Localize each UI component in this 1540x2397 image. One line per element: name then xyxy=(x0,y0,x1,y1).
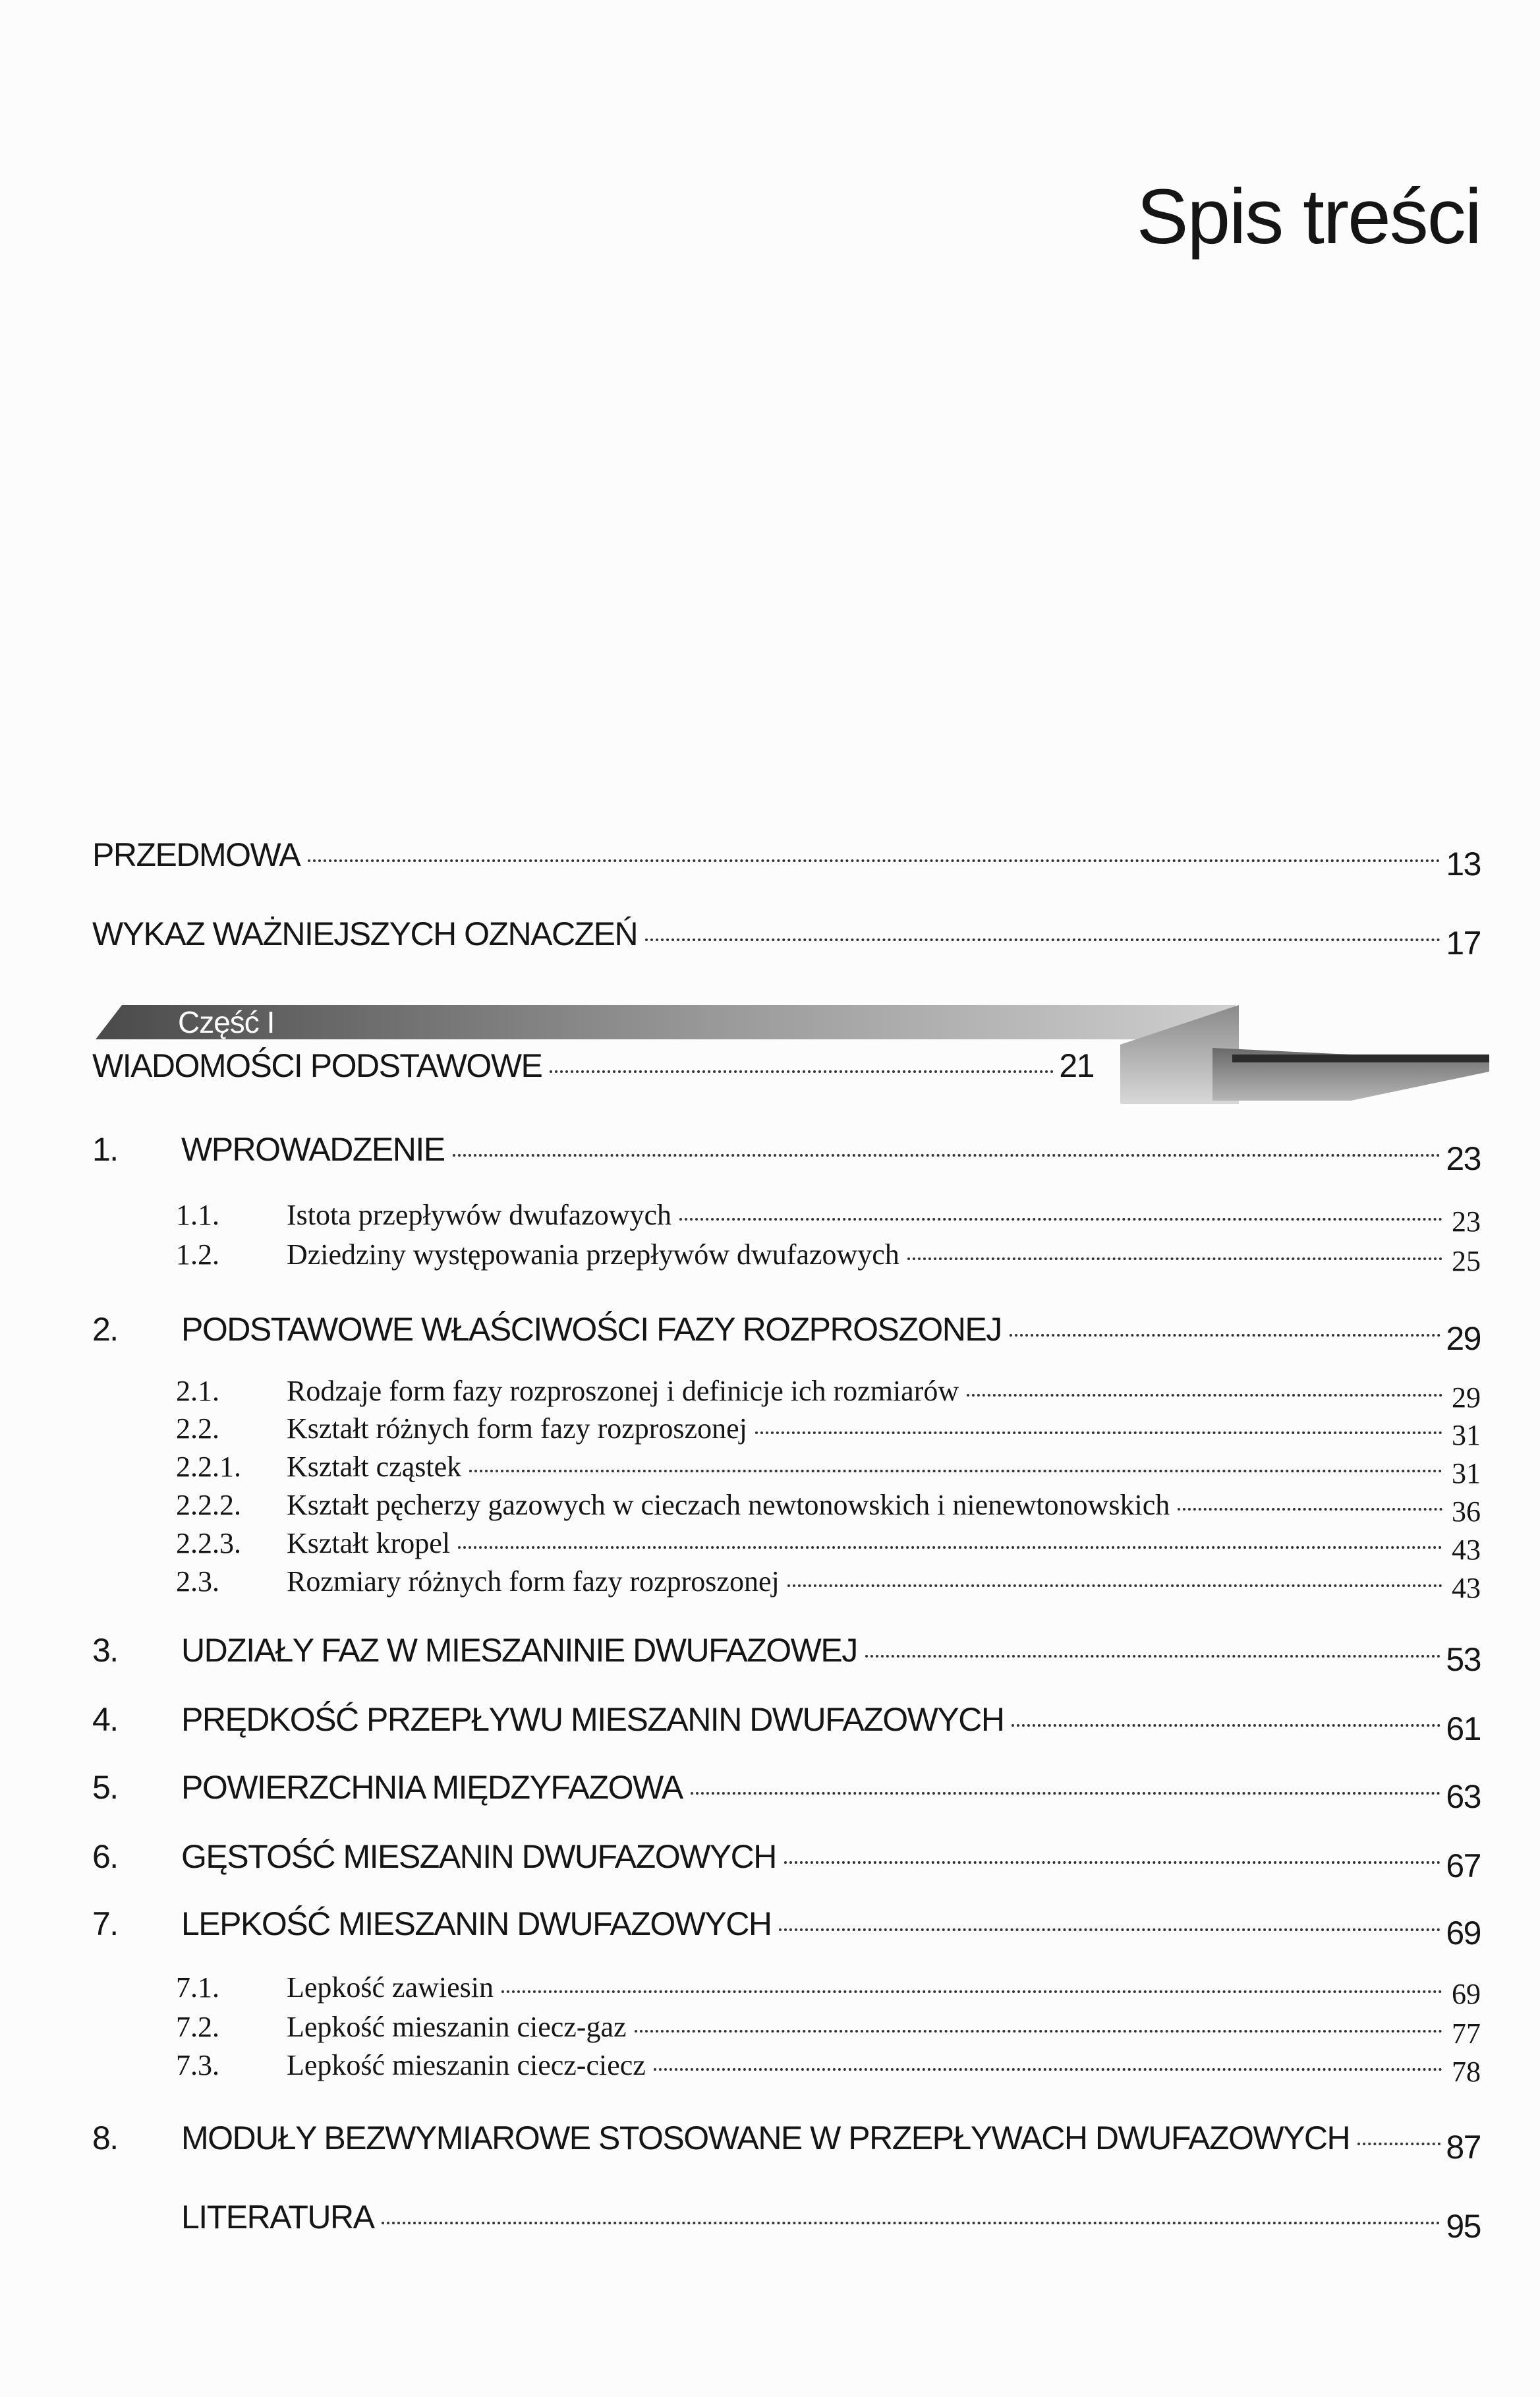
leader-dots xyxy=(382,2222,1440,2224)
leader-dots xyxy=(501,1990,1442,1993)
leader-dots xyxy=(654,2068,1442,2071)
toc-entry-page: 21 xyxy=(1059,1047,1094,1084)
toc-entry-page: 95 xyxy=(1446,2208,1481,2245)
toc-entry-page: 67 xyxy=(1446,1847,1481,1884)
toc-entry-page: 25 xyxy=(1452,1245,1481,1277)
toc-entry-number: 2.3. xyxy=(176,1565,219,1598)
toc-entry-title: Lepkość mieszanin ciecz-ciecz xyxy=(287,2049,646,2081)
leader-dots xyxy=(1010,1334,1441,1337)
toc-entry-title: Dziedziny występowania przepływów dwufazowych xyxy=(287,1238,899,1271)
toc-entry-page: 36 xyxy=(1452,1495,1481,1528)
page-title: Spis treści xyxy=(1136,173,1481,260)
toc-entry-preface[interactable] xyxy=(92,836,1481,882)
toc-entry-title: Rozmiary różnych form fazy rozproszonej xyxy=(287,1565,780,1598)
leader-dots xyxy=(550,1070,1054,1073)
toc-entry-title: Kształt pęcherzy gazowych w cieczach newtonowskich i nienewtonowskich xyxy=(287,1489,1170,1521)
toc-entry-page: 69 xyxy=(1452,1978,1481,2010)
leader-dots xyxy=(1357,2143,1440,2145)
toc-entry-page: 43 xyxy=(1452,1572,1481,1604)
toc-entry-number: 2.2.2. xyxy=(176,1489,241,1521)
leader-dots xyxy=(635,2030,1443,2033)
leader-dots xyxy=(779,1928,1440,1931)
toc-entry-chapter[interactable] xyxy=(92,1837,1481,1884)
toc-entry-number: 2.2. xyxy=(176,1412,219,1445)
leader-dots xyxy=(784,1861,1441,1864)
leader-dots xyxy=(453,1154,1441,1157)
leader-dots xyxy=(691,1792,1441,1795)
toc-entry-literature[interactable] xyxy=(181,2198,1481,2245)
toc-entry-number: 3. xyxy=(92,1632,118,1669)
toc-entry-page: 31 xyxy=(1452,1419,1481,1451)
toc-entry-page: 87 xyxy=(1446,2129,1481,2166)
toc-entry-title: WYKAZ WAŻNIEJSZYCH OZNACZEŃ xyxy=(92,915,638,952)
leader-dots xyxy=(755,1431,1442,1434)
toc-entry-chapter[interactable] xyxy=(92,1310,1481,1357)
leader-dots xyxy=(679,1218,1442,1221)
toc-entry-number: 7.1. xyxy=(176,1971,219,2004)
toc-entry-title: PODSTAWOWE WŁAŚCIWOŚCI FAZY ROZPROSZONEJ xyxy=(181,1311,1002,1348)
toc-entry-title: GĘSTOŚĆ MIESZANIN DWUFAZOWYCH xyxy=(181,1838,776,1875)
toc-entry-section[interactable] xyxy=(176,2010,1481,2050)
toc-entry-page: 61 xyxy=(1446,1710,1481,1747)
toc-entry-page: 23 xyxy=(1446,1140,1481,1177)
toc-entry-number: 1.2. xyxy=(176,1238,219,1271)
toc-entry-chapter[interactable] xyxy=(92,1700,1481,1747)
toc-entry-chapter[interactable] xyxy=(92,1768,1481,1815)
toc-entry-page: 29 xyxy=(1452,1381,1481,1414)
leader-dots xyxy=(645,939,1440,941)
toc-entry-title: Kształt kropel xyxy=(287,1527,451,1559)
leader-dots xyxy=(787,1584,1442,1587)
toc-entry-section[interactable] xyxy=(176,1450,1481,1489)
toc-entry-number: 7.3. xyxy=(176,2049,219,2081)
leader-dots xyxy=(907,1257,1442,1260)
toc-entry-title: LITERATURA xyxy=(181,2199,374,2236)
toc-entry-section[interactable] xyxy=(176,1198,1481,1238)
toc-entry-title: WIADOMOŚCI PODSTAWOWE xyxy=(92,1047,542,1084)
toc-entry-title: Kształt różnych form fazy rozproszonej xyxy=(287,1412,747,1445)
toc-entry-number: 6. xyxy=(92,1838,118,1875)
toc-entry-page: 63 xyxy=(1446,1778,1481,1815)
toc-entry-title: PRZEDMOWA xyxy=(92,836,300,873)
toc-entry-number: 7.2. xyxy=(176,2011,219,2043)
toc-entry-number: 5. xyxy=(92,1769,118,1806)
toc-entry-chapter[interactable] xyxy=(92,1905,1481,1951)
toc-entry-title: MODUŁY BEZWYMIAROWE STOSOWANE W PRZEPŁYWACH DWUFAZOWYCH xyxy=(181,2120,1350,2156)
toc-entry-section[interactable] xyxy=(176,1412,1481,1451)
toc-entry-page: 77 xyxy=(1452,2017,1481,2050)
toc-entry-section[interactable] xyxy=(176,2048,1481,2088)
leader-dots xyxy=(865,1655,1441,1658)
toc-entry-title: Istota przepływów dwufazowych xyxy=(287,1199,672,1231)
toc-entry-title: Kształt cząstek xyxy=(287,1451,462,1483)
toc-entry-title: UDZIAŁY FAZ W MIESZANINIE DWUFAZOWEJ xyxy=(181,1632,857,1669)
toc-entry-title: POWIERZCHNIA MIĘDZYFAZOWA xyxy=(181,1769,683,1806)
toc-entry-page: 43 xyxy=(1452,1534,1481,1566)
toc-entry-section[interactable] xyxy=(176,1374,1481,1414)
toc-entry-page: 23 xyxy=(1452,1205,1481,1238)
part-label: Część I xyxy=(178,1005,275,1039)
toc-entry-number: 8. xyxy=(92,2120,118,2156)
toc-entry-part[interactable] xyxy=(92,1047,1094,1085)
toc-entry-number: 7. xyxy=(92,1905,118,1942)
toc-entry-number: 2.2.1. xyxy=(176,1451,241,1483)
toc-entry-notation[interactable] xyxy=(92,915,1481,962)
toc-entry-chapter[interactable] xyxy=(92,1130,1481,1177)
toc-entry-number: 2.2.3. xyxy=(176,1527,241,1559)
toc-entry-section[interactable] xyxy=(176,1526,1481,1566)
toc-entry-number: 1. xyxy=(92,1131,118,1168)
toc-entry-section[interactable] xyxy=(176,1565,1481,1604)
part-banner-rule xyxy=(1232,1054,1489,1062)
toc-entry-page: 78 xyxy=(1452,2056,1481,2088)
leader-dots xyxy=(967,1394,1442,1397)
leader-dots xyxy=(1012,1724,1440,1727)
toc-entry-page: 69 xyxy=(1446,1915,1481,1951)
toc-entry-chapter[interactable] xyxy=(92,1631,1481,1678)
toc-entry-title: PRĘDKOŚĆ PRZEPŁYWU MIESZANIN DWUFAZOWYCH xyxy=(181,1701,1004,1738)
toc-entry-page: 31 xyxy=(1452,1457,1481,1489)
leader-dots xyxy=(458,1546,1442,1549)
toc-entry-title: Lepkość mieszanin ciecz-gaz xyxy=(287,2011,627,2043)
toc-entry-number: 4. xyxy=(92,1701,118,1738)
leader-dots xyxy=(308,859,1440,862)
toc-entry-page: 17 xyxy=(1446,925,1481,962)
toc-entry-number: 2. xyxy=(92,1311,118,1348)
toc-entry-section[interactable] xyxy=(176,1488,1481,1528)
toc-entry-section[interactable] xyxy=(176,1971,1481,2010)
toc-entry-title: LEPKOŚĆ MIESZANIN DWUFAZOWYCH xyxy=(181,1905,772,1942)
leader-dots xyxy=(1178,1508,1442,1511)
toc-entry-chapter[interactable] xyxy=(92,2119,1481,2166)
toc-entry-number: 2.1. xyxy=(176,1375,219,1407)
toc-entry-title: Rodzaje form fazy rozproszonej i definicje ich rozmiarów xyxy=(287,1375,959,1407)
leader-dots xyxy=(469,1470,1442,1472)
toc-entry-title: WPROWADZENIE xyxy=(181,1131,445,1168)
toc-entry-number: 1.1. xyxy=(176,1199,219,1231)
toc-entry-page: 53 xyxy=(1446,1641,1481,1678)
toc-entry-section[interactable] xyxy=(176,1238,1481,1277)
toc-entry-page: 13 xyxy=(1446,846,1481,882)
toc-entry-page: 29 xyxy=(1446,1320,1481,1357)
toc-entry-title: Lepkość zawiesin xyxy=(287,1971,494,2004)
